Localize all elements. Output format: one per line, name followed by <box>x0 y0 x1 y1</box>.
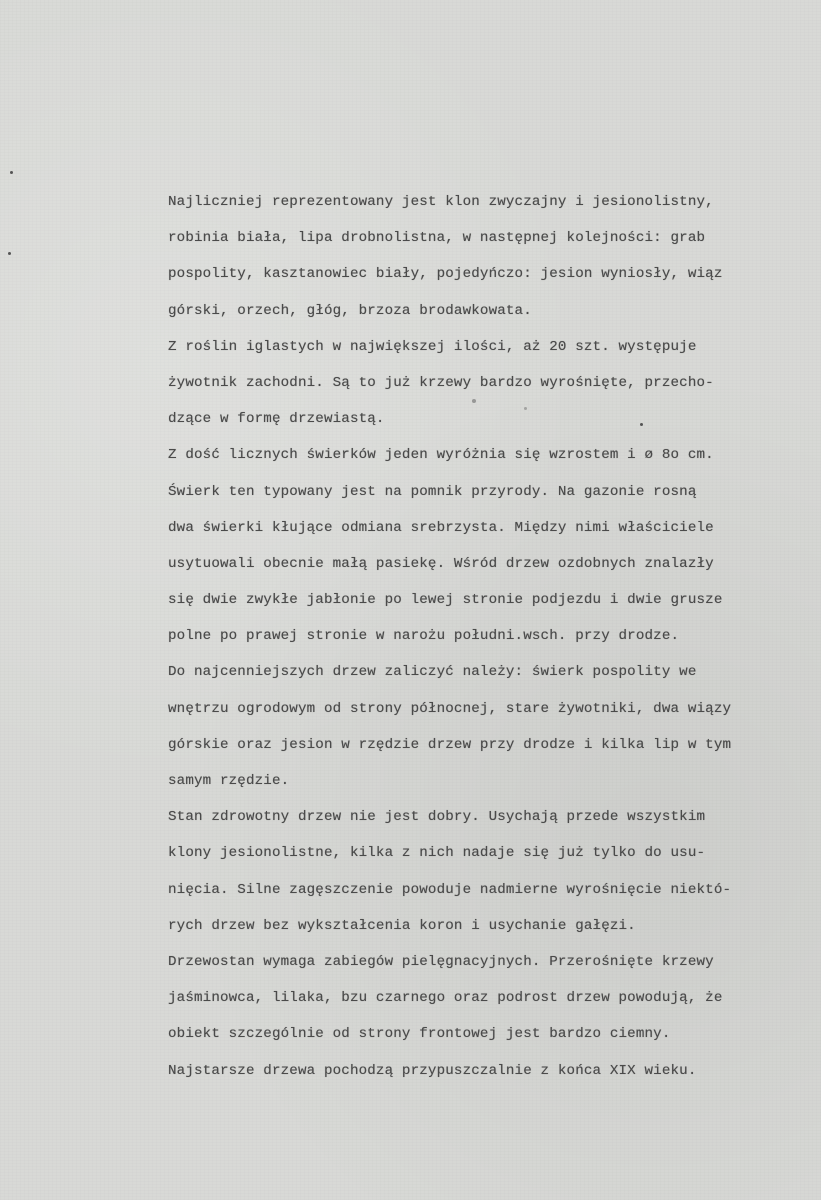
text-line: pospolity, kasztanowiec biały, pojedyńczo: jesion wyniosły, wiąz <box>168 266 723 283</box>
text-line: rych drzew bez wykształcenia koron i usychanie gałęzi. <box>168 917 636 934</box>
text-line: Stan zdrowotny drzew nie jest dobry. Usychają przede wszystkim <box>168 809 706 826</box>
text-line: obiekt szczególnie od strony frontowej jest bardzo ciemny. <box>168 1026 671 1043</box>
text-line: wnętrzu ogrodowym od strony północnej, stare żywotniki, dwa wiązy <box>168 700 732 717</box>
text-line: Świerk ten typowany jest na pomnik przyrody. Na gazonie rosną <box>168 483 697 500</box>
text-line: żywotnik zachodni. Są to już krzewy bardzo wyrośnięte, przecho- <box>168 374 714 391</box>
text-line: Drzewostan wymaga zabiegów pielęgnacyjnych. Przerośnięte krzewy <box>168 953 714 970</box>
text-line: górskie oraz jesion w rzędzie drzew przy drodze i kilka lip w tym <box>168 736 732 753</box>
text-line: polne po prawej stronie w narożu południ.wsch. przy drodze. <box>168 628 680 645</box>
text-line: robinia biała, lipa drobnolistna, w następnej kolejności: grab <box>168 230 706 247</box>
text-line: się dwie zwykłe jabłonie po lewej stronie podjezdu i dwie grusze <box>168 592 723 609</box>
text-line: Z dość licznych świerków jeden wyróżnia się wzrostem i ø 8o cm. <box>168 447 714 464</box>
typed-text-body <box>168 184 818 1089</box>
text-line: Z roślin iglastych w największej ilości, aż 20 szt. występuje <box>168 338 697 355</box>
text-line: dwa świerki kłujące odmiana srebrzysta. Między nimi właściciele <box>168 519 714 536</box>
text-line: Do najcenniejszych drzew zaliczyć należy: świerk pospolity we <box>168 664 697 681</box>
paper-speck <box>10 171 13 174</box>
text-line: klony jesionolistne, kilka z nich nadaje się już tylko do usu- <box>168 845 706 862</box>
text-line: jaśminowca, lilaka, bzu czarnego oraz podrost drzew powodują, że <box>168 990 723 1007</box>
text-line: samym rzędzie. <box>168 773 290 789</box>
text-line: usytuowali obecnie małą pasiekę. Wśród drzew ozdobnych znalazły <box>168 555 714 572</box>
paper-speck <box>8 252 11 255</box>
text-line: Najstarsze drzewa pochodzą przypuszczalnie z końca XIX wieku. <box>168 1062 697 1079</box>
text-line: dzące w formę drzewiastą. <box>168 411 385 428</box>
text-line: górski, orzech, głóg, brzoza brodawkowata. <box>168 302 532 319</box>
text-line: nięcia. Silne zagęszczenie powoduje nadmierne wyrośnięcie niektó- <box>168 881 732 898</box>
text-line: Najliczniej reprezentowany jest klon zwyczajny i jesionolistny, <box>168 194 714 210</box>
